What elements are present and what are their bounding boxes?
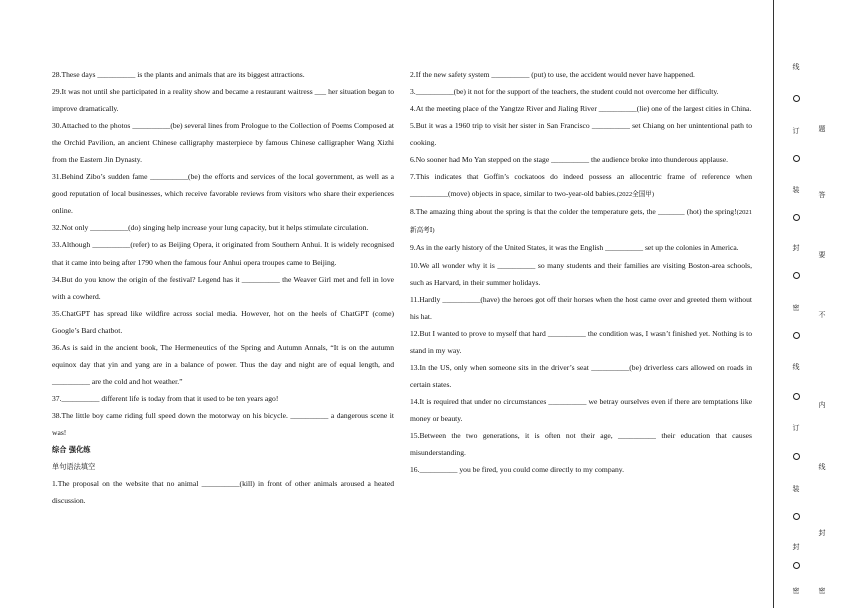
question-item [52, 66, 394, 83]
binding-notice-char: 要 [818, 251, 826, 259]
binding-mark: 密 [792, 587, 800, 595]
question-text: 16.__________ you be fired, you could come directly to my company. [410, 465, 624, 475]
binding-circle-icon [793, 393, 800, 400]
question-item [410, 83, 752, 100]
binding-mark: 密 [792, 304, 800, 312]
question-text: 12.But I wanted to prove to myself that hard __________ the condition was, I wasn’t finished yet. Nothing is to stand in my way. [410, 328, 752, 355]
binding-circle-icon [793, 155, 800, 162]
binding-circle-icon [793, 513, 800, 520]
question-text: 31.Behind Zibo’s sudden fame __________(be) the efforts and services of the local government, as well as a good reputation of local businesses, which receive favorable reviews from visitors who share their experiences online. [52, 172, 394, 216]
exam-source: (2022全国甲) [616, 191, 655, 199]
question-item [410, 66, 752, 83]
binding-circle-icon [793, 272, 800, 279]
binding-mark: 封 [792, 543, 800, 551]
question-item [410, 291, 752, 325]
question-item [410, 257, 752, 291]
question-text: 37.__________ different life is today from that it used to be ten years ago! [52, 393, 279, 403]
question-item [52, 390, 394, 407]
question-text: 3.__________(be) it not for the support of the teachers, the student could not overcome her difficulty. [410, 87, 719, 97]
question-item [410, 100, 752, 117]
question-item [52, 305, 394, 339]
binding-mark: 装 [792, 485, 800, 493]
question-text: 8.The amazing thing about the spring is that the colder the temperature gets, the _______ (hot) the spring! [410, 207, 737, 217]
binding-notice-char: 封 [818, 529, 826, 537]
binding-circle-icon [793, 562, 800, 569]
binding-mark: 封 [792, 244, 800, 252]
question-text: 29.It was not until she participated in a reality show and became a restaurant waitress ___ her situation began to improve dramatically. [52, 87, 394, 114]
binding-circle-icon [793, 214, 800, 221]
right-column [410, 66, 752, 478]
binding-notice-char: 答 [818, 191, 826, 199]
binding-notice-char: 线 [818, 463, 826, 471]
question-text: 11.Hardly __________(have) the heroes got off their horses when the host came over and greeted them without his hat. [410, 294, 752, 321]
binding-circle-icon [793, 453, 800, 460]
question-item [52, 236, 394, 270]
question-item [52, 407, 394, 441]
binding-circle-icon [793, 332, 800, 339]
binding-strip [778, 0, 860, 608]
question-text: 14.It is required that under no circumstances __________ we betray ourselves even if there are temptations like money or beauty. [410, 396, 752, 423]
question-text: 6.No sooner had Mo Yan stepped on the stage __________ the audience broke into thunderous applause. [410, 155, 729, 165]
binding-line [773, 0, 774, 608]
binding-mark: 订 [792, 127, 800, 135]
question-item [52, 219, 394, 236]
question-text: 1.The proposal on the website that no animal __________(kill) in front of other animals aroused a heated discussion. [52, 479, 394, 506]
question-text: 33.Although __________(refer) to as Beijing Opera, it originated from Southern Anhui. It is widely recognised that it came into being after 1790 when the famous four Anhui opera troupes came to Beijing. [52, 240, 394, 267]
binding-mark: 线 [792, 63, 800, 71]
question-text: 35.ChatGPT has spread like wildfire across social media. However, hot on the heels of ChatGPT (come) Google’s Bard chatbot. [52, 308, 394, 335]
question-item [410, 359, 752, 393]
question-item [410, 203, 752, 239]
exam-source: (2021新高考Ⅰ) [410, 209, 752, 235]
question-text: 9.As in the early history of the United States, it was the English __________ set up the colonies in America. [410, 243, 739, 253]
question-item [410, 239, 752, 256]
question-item [410, 168, 752, 203]
binding-notice-char: 题 [818, 125, 826, 133]
question-text: 4.At the meeting place of the Yangtze River and Jialing River __________(lie) one of the largest cities in China. [410, 104, 752, 114]
question-text: 15.Between the two generations, it is often not their age, __________ their education that causes misunderstanding. [410, 430, 752, 458]
question-text: 36.As is said in the ancient book, The Hermeneutics of the Spring and Autumn Annals, “It is on the autumn equinox day that yin and yang are in a balance of power. Thus the day and night are of equal length, and __________ are the cold and hot weather.” [52, 342, 394, 386]
question-item [52, 117, 394, 168]
binding-mark: 装 [792, 186, 800, 194]
binding-circle-icon [793, 95, 800, 102]
question-text: 2.If the new safety system __________ (put) to use, the accident would never have happened. [410, 70, 695, 79]
binding-notice-char: 密 [818, 587, 826, 595]
question-item [52, 83, 394, 117]
question-text: 38.The little boy came riding full speed down the motorway on his bicycle. __________ a dangerous scene it was! [52, 410, 394, 437]
question-item [52, 475, 394, 509]
question-text: 30.Attached to the photos __________(be) several lines from Prologue to the Collection of Poems Composed at the Orchid Pavilion, an ancient Chinese calligraphy masterpiece by famous Chinese calligrapher Wang Xizhi from the Eastern Jin Dynasty. [52, 121, 394, 165]
question-item [410, 461, 752, 478]
question-item [410, 117, 752, 151]
question-item [410, 325, 752, 359]
left-column [52, 66, 394, 509]
question-item [52, 271, 394, 305]
question-item [52, 339, 394, 390]
question-item [52, 168, 394, 219]
section-subheading: 单句语法填空 [52, 462, 96, 472]
question-item [410, 427, 752, 461]
binding-mark: 订 [792, 424, 800, 432]
question-item [410, 393, 752, 427]
question-text: 10.We all wonder why it is __________ so many students and their families are visiting Boston-area schools, such as Harvard, in their summer holidays. [410, 260, 752, 287]
question-text: 13.In the US, only when someone sits in the driver’s seat __________(be) driverless cars allowed on roads in certain states. [410, 362, 752, 389]
question-item [410, 151, 752, 168]
question-text: 28.These days __________ is the plants and animals that are its biggest attractions. [52, 70, 305, 79]
section-heading: 综合 强化练 [52, 445, 91, 455]
question-text: 32.Not only __________(do) singing help increase your lung capacity, but it helps stimulate circulation. [52, 223, 369, 233]
question-text: 34.But do you know the origin of the festival? Legend has it __________ the Weaver Girl met and fell in love with a cowherd. [52, 274, 394, 301]
binding-notice-char: 内 [818, 401, 826, 409]
binding-notice-char: 不 [818, 311, 826, 319]
question-text: 7.This indicates that Goffin’s cockatoos do indeed possess an allocentric frame of reference when __________(move) objects in space, similar to two-year-old babies. [410, 172, 752, 199]
binding-mark: 线 [792, 363, 800, 371]
question-text: 5.But it was a 1960 trip to visit her sister in San Francisco __________ set Chiang on her unintentional path to cooking. [410, 121, 752, 148]
